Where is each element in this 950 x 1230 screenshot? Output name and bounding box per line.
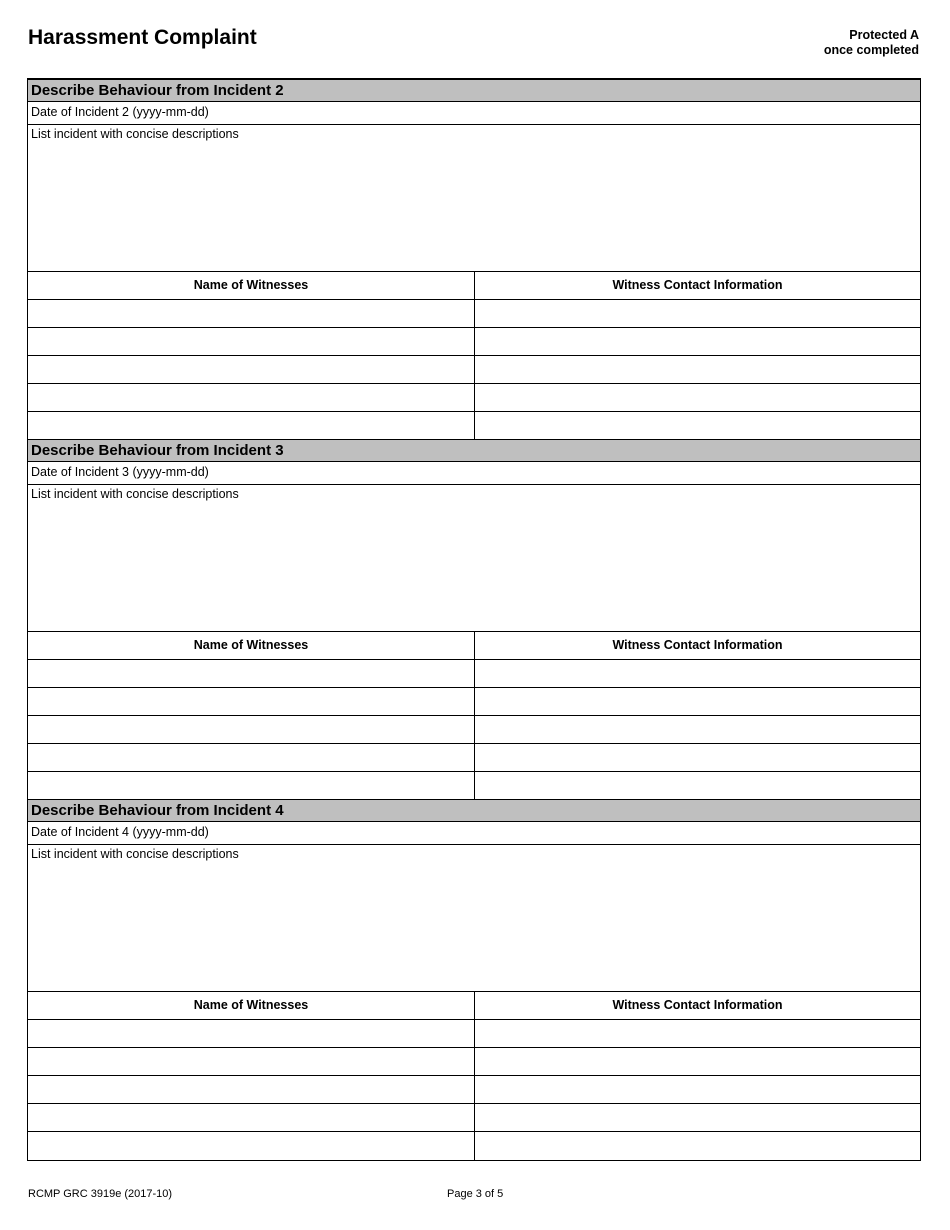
witness-row — [28, 660, 920, 688]
witness-contact-field[interactable] — [475, 660, 920, 687]
witness-row — [28, 772, 920, 800]
incident-section — [28, 440, 920, 800]
witness-name-field[interactable] — [28, 1048, 475, 1075]
incident-date-field[interactable] — [28, 462, 920, 485]
incident-description-label: List incident with concise descriptions — [31, 847, 239, 861]
incident-date-field[interactable] — [28, 102, 920, 125]
incident-date-label: Date of Incident 4 (yyyy-mm-dd) — [31, 825, 209, 839]
witness-name-field[interactable] — [28, 412, 475, 439]
witness-name-field[interactable] — [28, 688, 475, 715]
incident-form — [27, 78, 921, 1161]
witness-name-field[interactable] — [28, 300, 475, 327]
witness-row — [28, 412, 920, 440]
form-code: RCMP GRC 3919e (2017-10) — [28, 1188, 173, 1200]
witness-contact-field[interactable] — [475, 1132, 920, 1160]
witness-contact-header: Witness Contact Information — [612, 998, 783, 1012]
section-heading: Describe Behaviour from Incident 3 — [28, 440, 920, 462]
witness-name-header: Name of Witnesses — [28, 272, 475, 299]
incident-date-field[interactable] — [28, 822, 920, 845]
witness-contact-field[interactable] — [475, 356, 920, 383]
section-heading: Describe Behaviour from Incident 2 — [28, 80, 920, 102]
incident-description-label: List incident with concise descriptions — [31, 487, 239, 501]
witness-name-field[interactable] — [28, 1132, 475, 1160]
incident-description-label: List incident with concise descriptions — [31, 127, 239, 141]
incident-section — [28, 80, 920, 440]
witness-name-field[interactable] — [28, 660, 475, 687]
witness-name-field[interactable] — [28, 744, 475, 771]
witness-name-field[interactable] — [28, 716, 475, 743]
witness-contact-field[interactable] — [475, 412, 920, 439]
witness-contact-field[interactable] — [475, 300, 920, 327]
witness-name-field[interactable] — [28, 384, 475, 411]
page-title: Harassment Complaint — [28, 26, 257, 49]
incident-date-label: Date of Incident 2 (yyyy-mm-dd) — [31, 105, 209, 119]
witness-contact-header: Witness Contact Information — [612, 638, 783, 652]
witness-name-field[interactable] — [28, 328, 475, 355]
witness-contact-field[interactable] — [475, 1104, 920, 1131]
witness-row — [28, 384, 920, 412]
witness-row — [28, 716, 920, 744]
witness-row — [28, 300, 920, 328]
witness-contact-field[interactable] — [475, 716, 920, 743]
witness-row — [28, 1020, 920, 1048]
witness-contact-field[interactable] — [475, 744, 920, 771]
witness-row — [28, 328, 920, 356]
witness-contact-header: Witness Contact Information — [612, 278, 783, 292]
witness-table-header — [28, 632, 920, 660]
witness-contact-field[interactable] — [475, 772, 920, 799]
witness-row — [28, 1076, 920, 1104]
witness-name-field[interactable] — [28, 1020, 475, 1047]
witness-row — [28, 1048, 920, 1076]
incident-description-field[interactable] — [28, 845, 920, 992]
witness-name-header: Name of Witnesses — [28, 632, 475, 659]
witness-name-field[interactable] — [28, 1076, 475, 1103]
witness-name-field[interactable] — [28, 772, 475, 799]
witness-contact-field[interactable] — [475, 1048, 920, 1075]
witness-name-field[interactable] — [28, 1104, 475, 1131]
incident-description-field[interactable] — [28, 485, 920, 632]
witness-row — [28, 688, 920, 716]
witness-name-header: Name of Witnesses — [28, 992, 475, 1019]
witness-row — [28, 1104, 920, 1132]
incident-section — [28, 800, 920, 1160]
witness-table-header — [28, 272, 920, 300]
incident-date-label: Date of Incident 3 (yyyy-mm-dd) — [31, 465, 209, 479]
incident-description-field[interactable] — [28, 125, 920, 272]
page-number: Page 3 of 5 — [447, 1188, 504, 1200]
witness-contact-field[interactable] — [475, 1020, 920, 1047]
witness-contact-field[interactable] — [475, 384, 920, 411]
witness-table-header — [28, 992, 920, 1020]
witness-contact-field[interactable] — [475, 328, 920, 355]
protection-label — [824, 28, 919, 58]
witness-row — [28, 744, 920, 772]
section-heading: Describe Behaviour from Incident 4 — [28, 800, 920, 822]
witness-name-field[interactable] — [28, 356, 475, 383]
witness-contact-field[interactable] — [475, 688, 920, 715]
protection-level: Protected A — [849, 28, 919, 42]
witness-row — [28, 356, 920, 384]
witness-contact-field[interactable] — [475, 1076, 920, 1103]
protection-note: once completed — [823, 43, 919, 57]
witness-row — [28, 1132, 920, 1160]
